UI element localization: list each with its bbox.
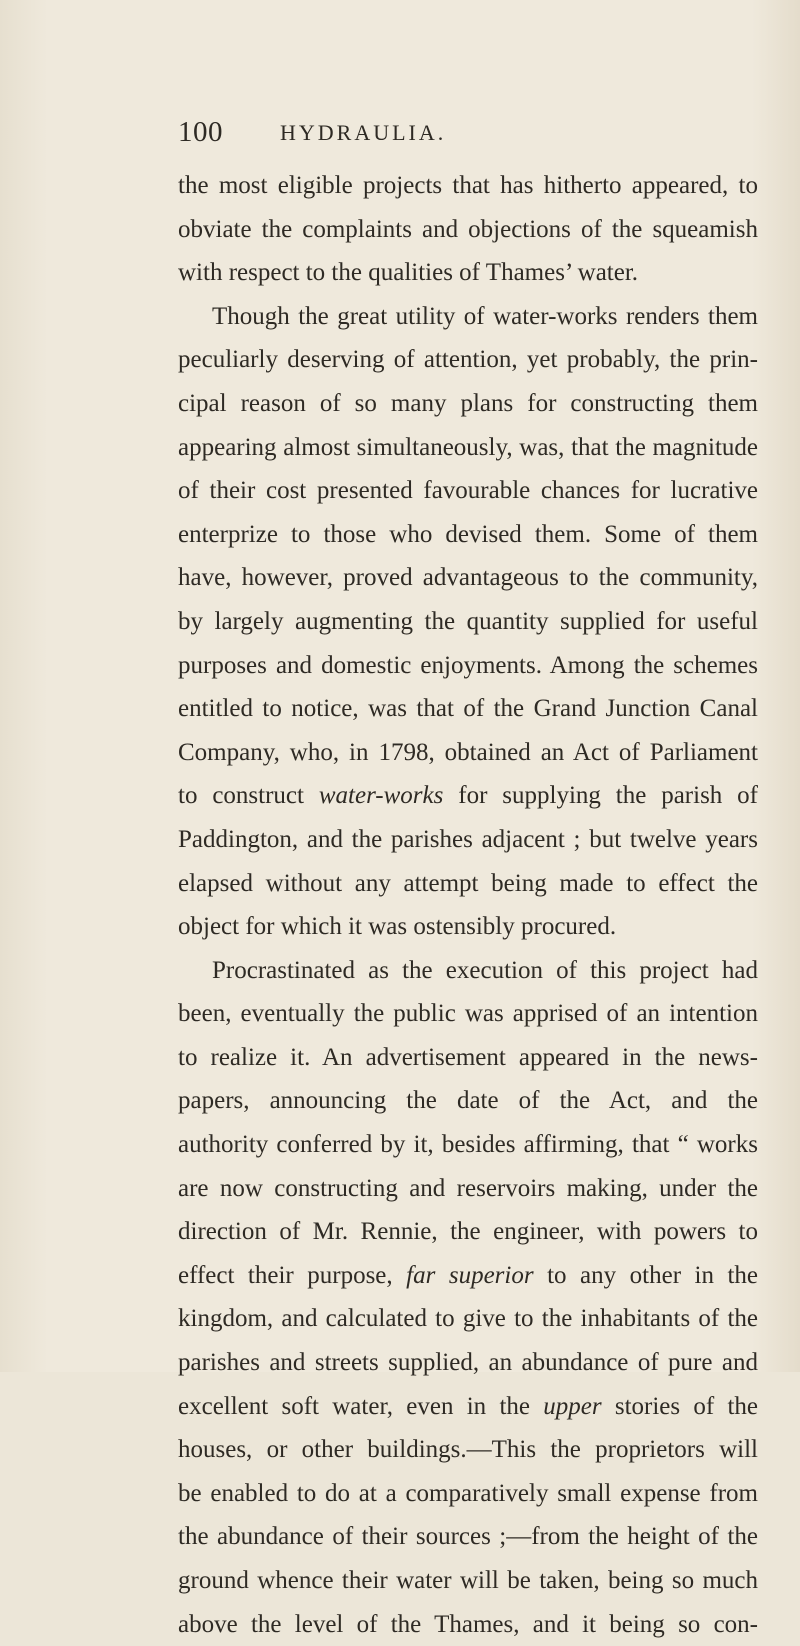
text-line: be enabled to do at a comparatively small expense from	[178, 1479, 758, 1507]
text-run: to any other in the	[533, 1261, 759, 1289]
text-line: Paddington, and the parishes adjacent ; but twelve years	[178, 825, 758, 853]
text-line	[178, 774, 758, 818]
text-run: stories of the	[601, 1392, 759, 1420]
text-line	[178, 1254, 758, 1298]
text-line: Company, who, in 1798, obtained an Act of Parliament	[178, 738, 758, 766]
text-line: with respect to the qualities of Thames’ water.	[178, 259, 639, 287]
text-line: obviate the complaints and objections of the squeamish	[178, 215, 758, 243]
text-line: papers, announcing the date of the Act, and the	[178, 1087, 758, 1115]
text-line: Though the great utility of water-works renders them	[212, 302, 758, 330]
text-line: the abundance of their sources ;—from the height of the	[178, 1523, 758, 1551]
text-line: purposes and domestic enjoyments. Among the schemes	[178, 651, 758, 679]
text-line: parishes and streets supplied, an abundance of pure and	[178, 1349, 758, 1377]
text-line: to realize it. An advertisement appeared in the news-	[178, 1043, 758, 1071]
text-line	[178, 1385, 758, 1429]
running-title: HYDRAULIA.	[280, 120, 447, 145]
italic-text: water-works	[318, 782, 444, 810]
text-line: entitled to notice, was that of the Grand Junction Canal	[178, 695, 758, 723]
text-line: houses, or other buildings.—This the proprietors will	[178, 1436, 758, 1464]
text-line: authority conferred by it, besides affirming, that “ works	[178, 1131, 758, 1159]
text-line: Procrastinated as the execution of this project had	[212, 956, 758, 984]
text-line: have, however, proved advantageous to the community,	[178, 564, 758, 592]
text-line: kingdom, and calculated to give to the inhabitants of the	[178, 1305, 758, 1333]
text-line: appearing almost simultaneously, was, that the magnitude	[178, 433, 758, 461]
italic-text: far superior	[406, 1261, 534, 1289]
text-line: object for which it was ostensibly procured.	[178, 913, 617, 941]
page-header	[178, 116, 738, 156]
text-line: peculiarly deserving of attention, yet probably, the prin-	[178, 346, 758, 374]
text-line: the most eligible projects that has hitherto appeared, to	[178, 172, 758, 199]
text-line: ground whence their water will be taken, being so much	[178, 1567, 758, 1594]
text-line: enterprize to those who devised them. Some of them	[178, 520, 758, 548]
text-run: for supplying the parish of	[443, 782, 759, 810]
text-line: by largely augmenting the quantity supplied for useful	[178, 607, 758, 635]
body-text	[178, 164, 758, 1646]
text-run: excellent soft water, even in the	[178, 1392, 544, 1420]
text-line: direction of Mr. Rennie, the engineer, with powers to	[178, 1218, 758, 1246]
text-line: above the level of the Thames, and it being so con-	[178, 1610, 758, 1638]
text-line: are now constructing and reservoirs making, under the	[178, 1174, 758, 1202]
text-line: cipal reason of so many plans for constructing them	[178, 389, 758, 417]
text-line: of their cost presented favourable chances for lucrative	[178, 477, 758, 505]
italic-text: upper	[543, 1392, 602, 1420]
page-number: 100	[178, 116, 223, 148]
text-line: elapsed without any attempt being made to effect the	[178, 869, 758, 897]
text-run: to construct	[178, 782, 319, 810]
text-line: been, eventually the public was apprised of an intention	[178, 1000, 758, 1028]
text-run: effect their purpose,	[178, 1261, 407, 1289]
